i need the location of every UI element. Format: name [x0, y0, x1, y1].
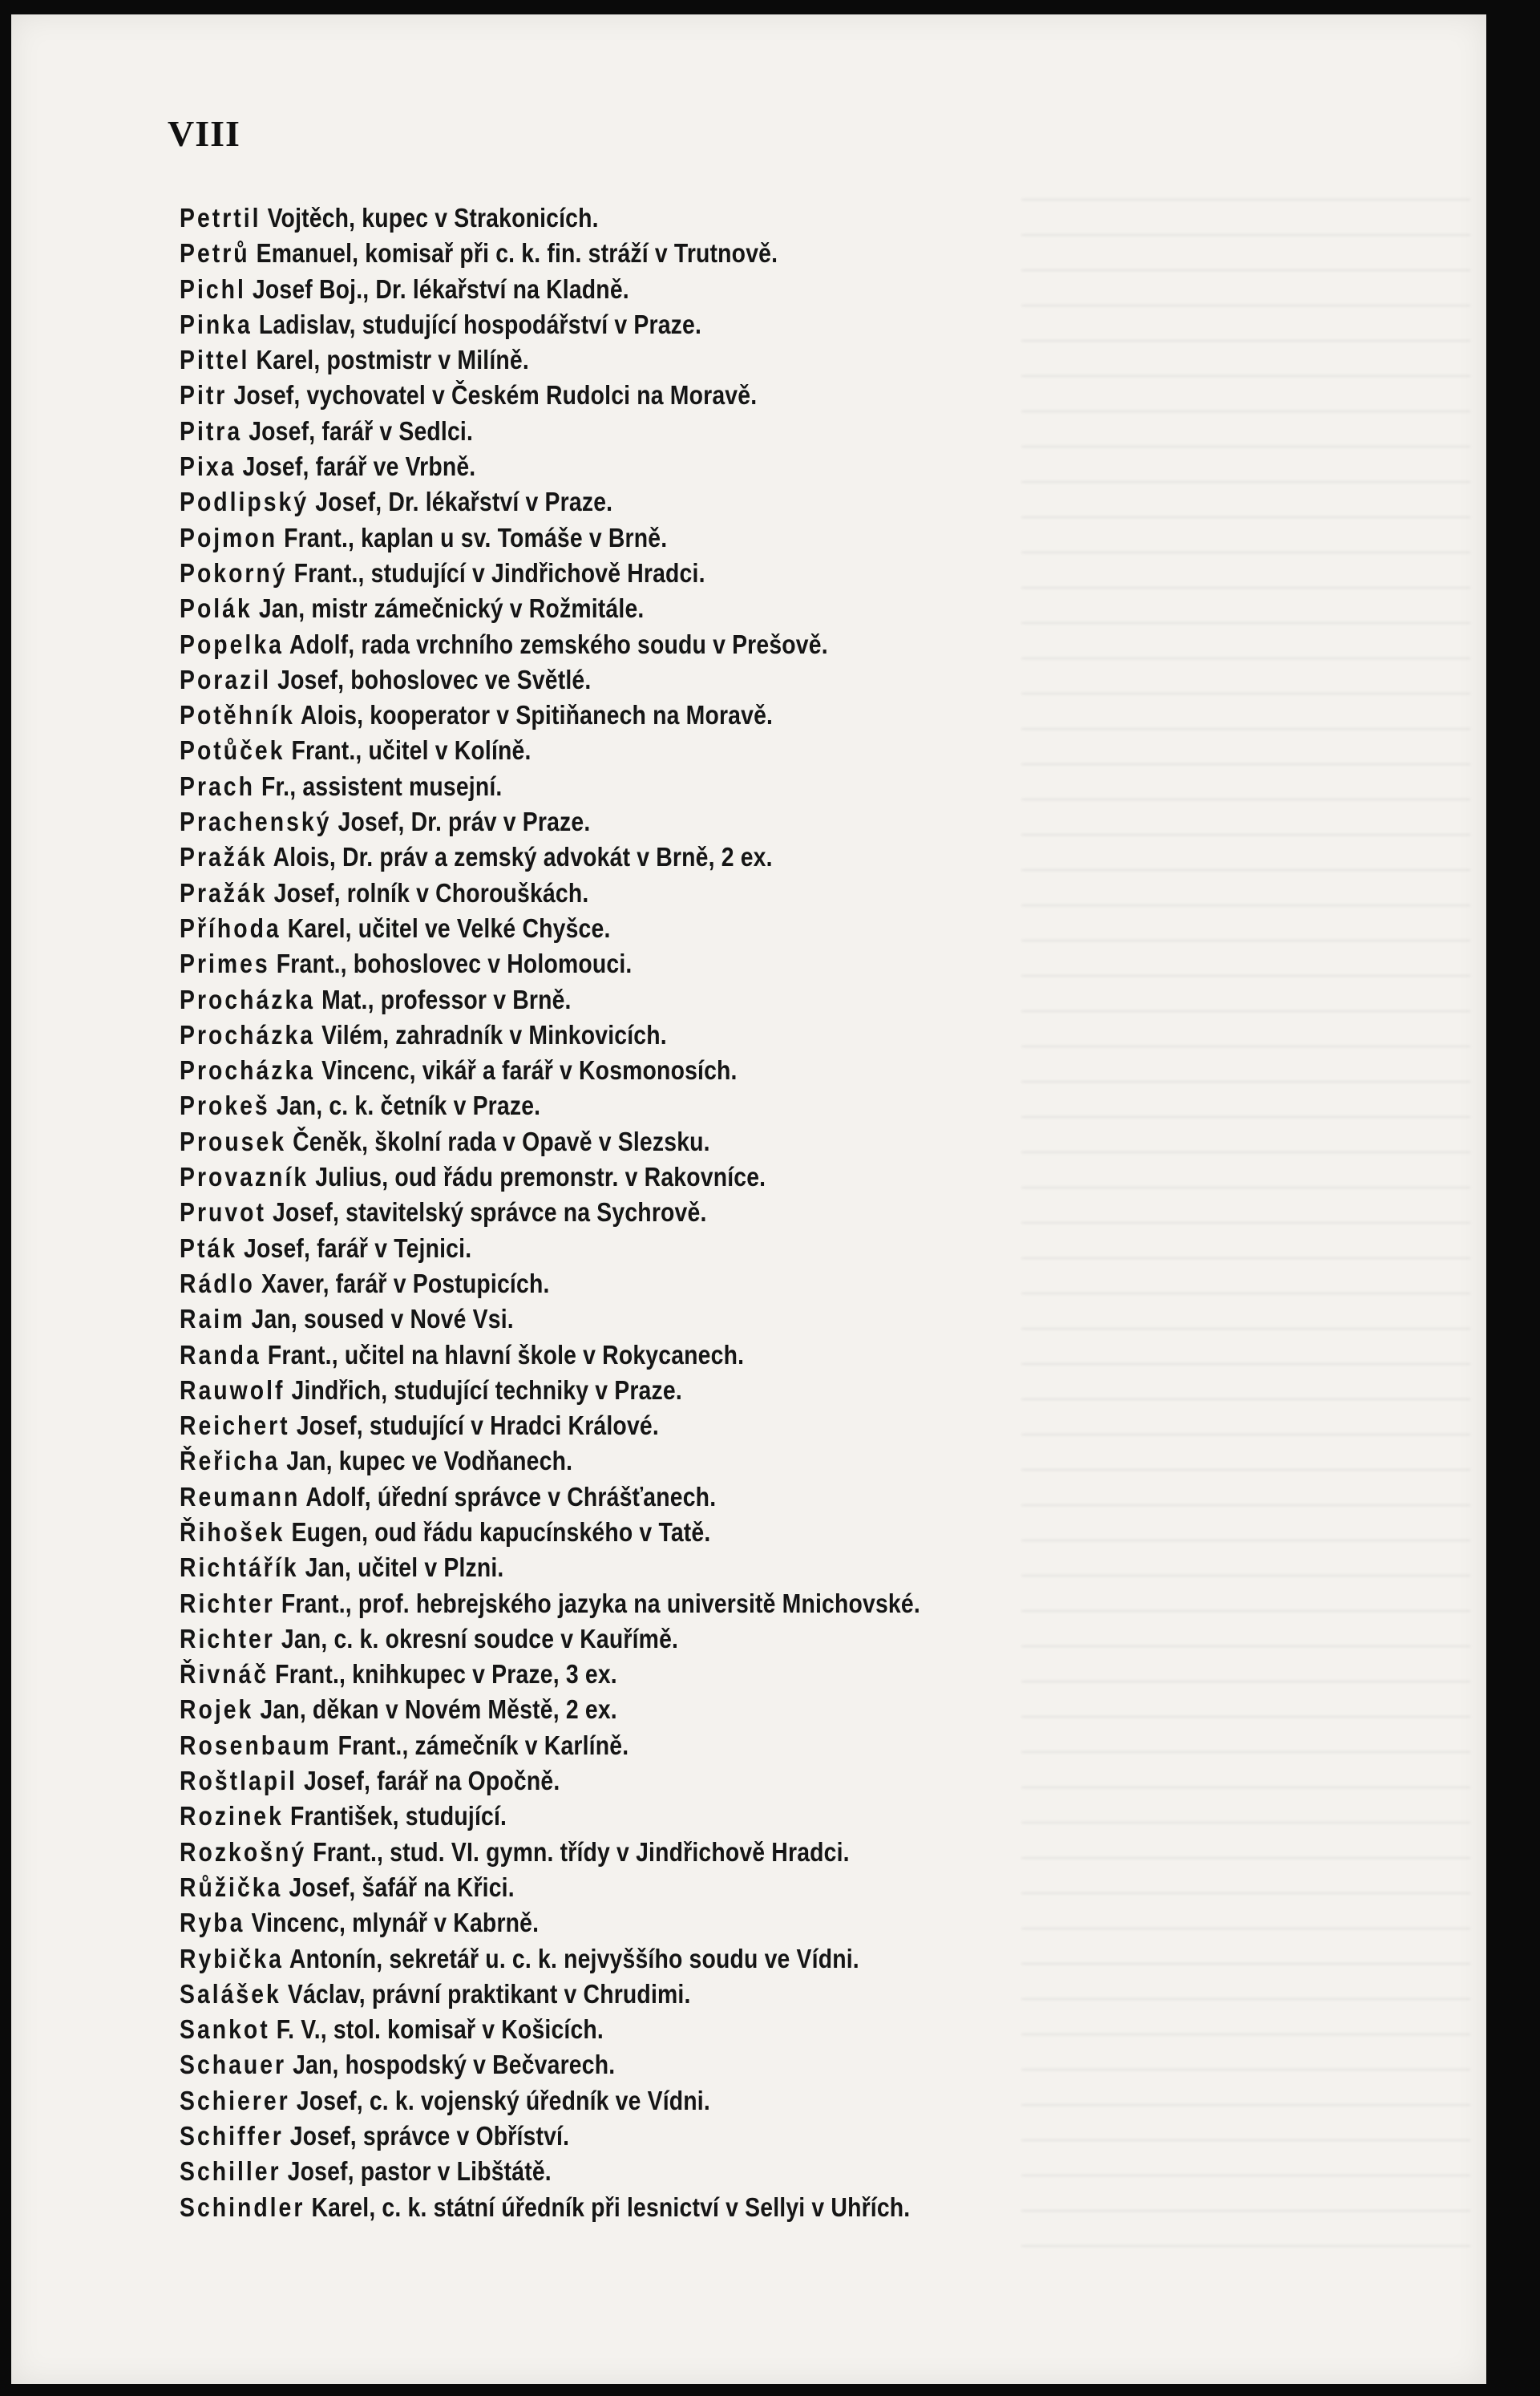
entry-details: Frant., prof. hebrejského jazyka na universitě Mnichovské. [274, 1588, 920, 1618]
list-item [180, 1835, 920, 1870]
entry-surname: Ryba [180, 1908, 245, 1938]
entry-surname: Schiller [180, 2156, 281, 2187]
list-item [180, 1479, 920, 1515]
entry-surname: Provazník [180, 1162, 309, 1192]
entry-details: Josef, c. k. vojenský úředník ve Vídni. [289, 2085, 710, 2115]
subscriber-list [180, 200, 1041, 2225]
entry-details: Jan, mistr zámečnický v Rožmitále. [252, 593, 645, 624]
entry-surname: Rádlo [180, 1268, 255, 1298]
list-item [180, 378, 920, 413]
list-item [180, 1443, 920, 1479]
entry-details: Frant., knihkupec v Praze, 3 ex. [269, 1659, 617, 1690]
list-item [180, 662, 920, 698]
document-page [11, 14, 1486, 2384]
entry-details: Vojtěch, kupec v Strakonicích. [261, 203, 599, 233]
list-item [180, 1550, 920, 1585]
entry-surname: Schindler [180, 2192, 305, 2222]
entry-details: Jan, c. k. četník v Praze. [269, 1091, 541, 1121]
list-item [180, 2154, 920, 2189]
entry-surname: Pinka [180, 309, 253, 339]
entry-surname: Pitr [180, 380, 228, 411]
entry-details: Frant., kaplan u sv. Tomáše v Brně. [277, 522, 668, 552]
entry-surname: Pichl [180, 273, 246, 304]
entry-surname: Reichert [180, 1410, 290, 1441]
list-item [180, 342, 920, 378]
entry-surname: Raim [180, 1304, 245, 1334]
entry-surname: Petrů [180, 238, 250, 269]
list-item [180, 200, 920, 236]
entry-details: Josef, vychovatel v Českém Rudolci na Moravě. [227, 380, 758, 411]
entry-details: Jan, c. k. okresní soudce v Kauřímě. [274, 1623, 679, 1653]
entry-surname: Růžička [180, 1872, 283, 1902]
list-item [180, 627, 920, 662]
list-item [180, 1870, 920, 1905]
list-item [180, 1408, 920, 1443]
list-item [180, 982, 920, 1018]
list-item [180, 1657, 920, 1692]
entry-details: Jan, soused v Nové Vsi. [245, 1304, 514, 1334]
entry-details: Vilém, zahradník v Minkovicích. [315, 1019, 667, 1050]
list-item [180, 1977, 920, 2012]
entry-surname: Rybička [180, 1943, 284, 1973]
list-item [180, 840, 920, 875]
list-item [180, 449, 920, 484]
entry-details: Josef, pastor v Libštátě. [281, 2156, 552, 2187]
list-item [180, 1088, 920, 1123]
entry-surname: Potůček [180, 735, 285, 766]
entry-surname: Prachenský [180, 807, 332, 837]
list-item [180, 414, 920, 449]
entry-surname: Prokeš [180, 1091, 270, 1121]
entry-surname: Rozkošný [180, 1836, 307, 1867]
list-item [180, 1941, 920, 1977]
list-item [180, 769, 920, 804]
list-item [180, 2119, 920, 2154]
entry-details: Adolf, rada vrchního zemského soudu v Prešově. [283, 629, 828, 659]
entry-surname: Porazil [180, 664, 272, 694]
entry-details: Václav, právní praktikant v Chrudimi. [281, 1978, 691, 2009]
list-item [180, 272, 920, 307]
entry-details: Frant., učitel v Kolíně. [285, 735, 532, 766]
entry-details: Vincenc, mlynář v Kabrně. [245, 1908, 540, 1938]
entry-details: Josef, farář v Tejnici. [236, 1232, 472, 1263]
entry-details: Fr., assistent musejní. [254, 771, 503, 801]
entry-details: Jan, děkan v Novém Městě, 2 ex. [253, 1694, 617, 1725]
entry-details: Frant., studující v Jindřichově Hradci. [287, 557, 705, 588]
entry-details: Adolf, úřední správce v Chrášťanech. [300, 1481, 717, 1512]
list-item [180, 1266, 920, 1301]
list-item [180, 1338, 920, 1373]
entry-surname: Salášek [180, 1978, 281, 2009]
page-number: VIII [168, 113, 240, 154]
entry-surname: Řivnáč [180, 1659, 269, 1690]
list-item [180, 1160, 920, 1195]
entry-surname: Procházka [180, 1019, 316, 1050]
entry-surname: Rauwolf [180, 1374, 285, 1405]
list-item [180, 2190, 920, 2225]
list-item [180, 1373, 920, 1408]
bleed-through-text [1021, 175, 1470, 2260]
entry-details: Josef, farář ve Vrbně. [236, 451, 476, 482]
entry-details: Čeněk, školní rada v Opavě v Slezsku. [286, 1126, 710, 1156]
entry-details: Josef, Dr. lékařství v Praze. [309, 487, 613, 517]
entry-surname: Reumann [180, 1481, 301, 1512]
list-item [180, 2047, 920, 2082]
entry-details: Frant., učitel na hlavní škole v Rokycanech. [261, 1339, 745, 1370]
entry-surname: Prousek [180, 1126, 287, 1156]
entry-details: Josef, správce v Obříství. [283, 2121, 570, 2151]
entry-details: Jan, kupec ve Vodňanech. [280, 1446, 573, 1476]
entry-details: Jindřich, studující techniky v Praze. [285, 1374, 682, 1405]
entry-details: Josef, rolník v Chorouškách. [267, 877, 589, 908]
list-item [180, 804, 920, 840]
entry-surname: Procházka [180, 984, 316, 1014]
list-item [180, 2083, 920, 2119]
list-item [180, 1124, 920, 1160]
entry-surname: Pražák [180, 877, 268, 908]
list-item [180, 484, 920, 520]
entry-details: Julius, oud řádu premonstr. v Rakovníce. [309, 1162, 766, 1192]
entry-surname: Pojmon [180, 522, 278, 552]
entry-details: Vincenc, vikář a farář v Kosmonosích. [315, 1055, 738, 1086]
entry-surname: Schierer [180, 2085, 290, 2115]
entry-surname: Pittel [180, 345, 250, 375]
list-item [180, 520, 920, 556]
entry-surname: Pixa [180, 451, 236, 482]
entry-details: Frant., bohoslovec v Holomouci. [269, 949, 633, 979]
list-item [180, 946, 920, 981]
entry-details: Jan, učitel v Plzni. [298, 1552, 504, 1583]
entry-details: Josef, studující v Hradci Králové. [289, 1410, 659, 1441]
list-item [180, 236, 920, 271]
entry-details: Alois, Dr. práv a zemský advokát v Brně, 2 ex. [267, 842, 773, 872]
entry-details: Alois, kooperator v Spitiňanech na Moravě. [294, 700, 774, 731]
entry-surname: Pitra [180, 415, 243, 446]
entry-surname: Procházka [180, 1055, 316, 1086]
entry-surname: Potěhník [180, 700, 295, 731]
entry-details: Josef, stavitelský správce na Sychrově. [265, 1197, 707, 1228]
entry-details: Karel, c. k. státní úředník při lesnictví v Sellyi v Uhřích. [305, 2192, 911, 2222]
entry-surname: Richtářík [180, 1552, 299, 1583]
list-item [180, 1231, 920, 1266]
entry-details: Eugen, oud řádu kapucínského v Tatě. [285, 1516, 711, 1547]
entry-surname: Primes [180, 949, 270, 979]
entry-surname: Pražák [180, 842, 268, 872]
entry-details: F. V., stol. komisař v Košicích. [269, 2014, 604, 2045]
list-item [180, 1301, 920, 1337]
entry-details: František, studující. [283, 1801, 507, 1831]
entry-details: Josef, Dr. práv v Praze. [331, 807, 591, 837]
entry-details: Emanuel, komisař při c. k. fin. stráží v Trutnově. [249, 238, 778, 269]
list-item [180, 307, 920, 342]
entry-details: Josef, šafář na Křici. [282, 1872, 515, 1902]
entry-surname: Polák [180, 593, 253, 624]
list-item [180, 1018, 920, 1053]
entry-surname: Podlipský [180, 487, 309, 517]
entry-surname: Rojek [180, 1694, 254, 1725]
entry-details: Ladislav, studující hospodářství v Praze. [252, 309, 702, 339]
list-item [180, 1692, 920, 1727]
entry-surname: Rosenbaum [180, 1730, 332, 1760]
entry-surname: Richter [180, 1588, 275, 1618]
list-item [180, 1905, 920, 1941]
list-item [180, 1195, 920, 1230]
entry-surname: Petrtil [180, 203, 261, 233]
entry-surname: Roštlapil [180, 1766, 297, 1796]
entry-surname: Pokorný [180, 557, 288, 588]
entry-details: Antonín, sekretář u. c. k. nejvyššího soudu ve Vídni. [283, 1943, 859, 1973]
list-item [180, 1621, 920, 1657]
entry-surname: Sankot [180, 2014, 270, 2045]
entry-details: Frant., stud. VI. gymn. třídy v Jindřichově Hradci. [306, 1836, 850, 1867]
entry-surname: Schiffer [180, 2121, 284, 2151]
list-item [180, 698, 920, 733]
entry-surname: Příhoda [180, 913, 281, 943]
entry-surname: Pták [180, 1232, 237, 1263]
entry-details: Josef, bohoslovec ve Světlé. [271, 664, 592, 694]
list-item [180, 1053, 920, 1088]
list-item [180, 556, 920, 591]
entry-surname: Schauer [180, 2050, 287, 2080]
entry-surname: Pruvot [180, 1197, 266, 1228]
list-item [180, 1799, 920, 1834]
entry-details: Josef Boj., Dr. lékařství na Kladně. [245, 273, 629, 304]
list-item [180, 1728, 920, 1763]
entry-details: Jan, hospodský v Bečvarech. [286, 2050, 616, 2080]
entry-surname: Řihošek [180, 1516, 285, 1547]
list-item [180, 1586, 920, 1621]
list-item [180, 911, 920, 946]
entry-details: Karel, postmistr v Milíně. [249, 345, 529, 375]
list-item [180, 1515, 920, 1550]
entry-details: Xaver, farář v Postupicích. [254, 1268, 550, 1298]
entry-surname: Rozinek [180, 1801, 284, 1831]
entry-surname: Randa [180, 1339, 261, 1370]
entry-surname: Richter [180, 1623, 275, 1653]
list-item [180, 876, 920, 911]
list-item [180, 2012, 920, 2047]
list-item [180, 1763, 920, 1799]
list-item [180, 733, 920, 768]
entry-details: Karel, učitel ve Velké Chyšce. [281, 913, 611, 943]
entry-surname: Popelka [180, 629, 284, 659]
entry-details: Mat., professor v Brně. [315, 984, 572, 1014]
entry-surname: Prach [180, 771, 255, 801]
entry-details: Josef, farář v Sedlci. [242, 415, 474, 446]
entry-surname: Řeřicha [180, 1446, 281, 1476]
list-item [180, 591, 920, 626]
entry-details: Frant., zámečník v Karlíně. [331, 1730, 629, 1760]
entry-details: Josef, farář na Opočně. [297, 1766, 560, 1796]
